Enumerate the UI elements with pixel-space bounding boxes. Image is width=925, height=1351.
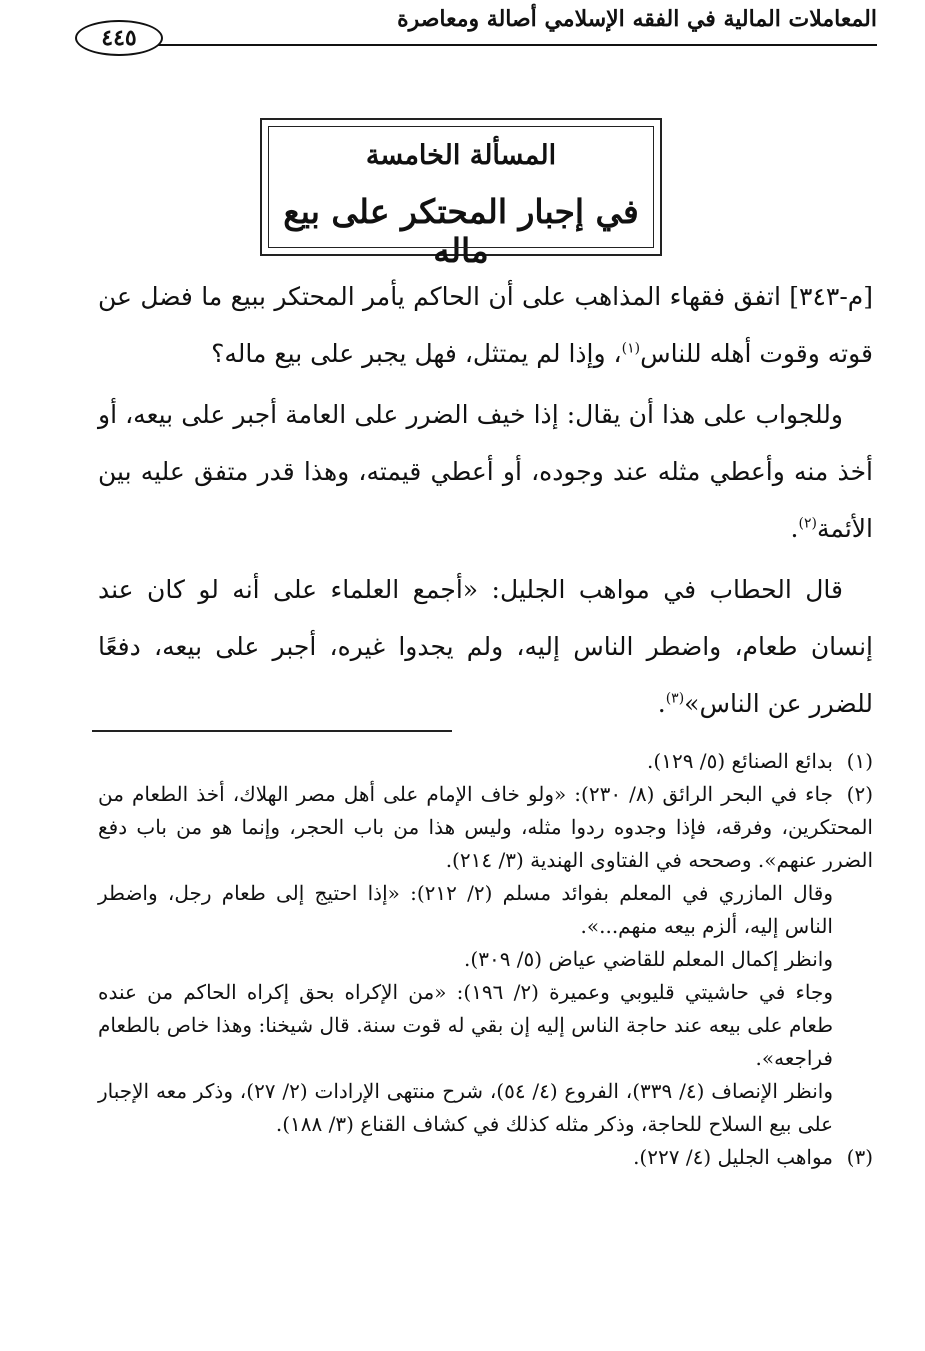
footnotes — [98, 745, 873, 1174]
book-title: المعاملات المالية في الفقه الإسلامي أصالة ومعاصرة — [397, 6, 877, 32]
paragraph-2-tail: . — [790, 514, 799, 543]
page-number: ٤٤٥ — [75, 20, 163, 56]
footnote-text: جاء في البحر الرائق (٨/ ٢٣٠): «ولو خاف الإمام على أهل مصر الهلاك، أخذ الطعام من المحتكرين، وفرقه، فإذا وجدوه ردوا مثله، وليس هذا من باب الحجر، وإنما هو من باب دفع الضرر عنهم». وصححه في الفتاوى الهندية (٣/ ٢١٤). — [98, 782, 873, 872]
footnote-2-continuation: وانظر الإنصاف (٤/ ٣٣٩)، الفروع (٤/ ٥٤)، شرح منتهى الإرادات (٢/ ٢٧)، وذكر معه الإجبار على بيع السلاح للحاجة، وذكر مثله كذلك في كشاف القناع (٣/ ١٨٨). — [98, 1079, 833, 1136]
footnote-number: (٢) — [846, 782, 873, 806]
section-subtitle: في إجبار المحتكر على بيع ماله — [283, 192, 639, 270]
paragraph-2-text: وللجواب على هذا أن يقال: إذا خيف الضرر على العامة أجبر على بيعه، أو أخذ منه وأعطي مثله عند وجوده، أو أعطي قيمته، وهذا قدر متفق عليه بين الأئمة — [98, 400, 873, 543]
body-text — [98, 268, 873, 736]
footnote-number: (٣) — [846, 1145, 873, 1169]
paragraph-1-tail: ، وإذا لم يمتثل، فهل يجبر على بيع ماله؟ — [211, 339, 622, 368]
running-header — [95, 6, 877, 46]
footnote-separator — [92, 730, 452, 732]
paragraph-3 — [98, 561, 873, 732]
footnote-text: مواهب الجليل (٤/ ٢٢٧). — [633, 1145, 833, 1169]
footnote-text: بدائع الصنائع (٥/ ١٢٩). — [647, 749, 833, 773]
section-title: المسألة الخامسة — [365, 140, 557, 171]
footnote-ref-1: (١) — [621, 340, 641, 357]
footnote-2-continuation: وانظر إكمال المعلم للقاضي عياض (٥/ ٣٠٩). — [464, 947, 833, 971]
footnote-number: (١) — [846, 749, 873, 773]
footnote-2 — [98, 778, 873, 877]
paragraph-1-text: [م-٣٤٣] اتفق فقهاء المذاهب على أن الحاكم يأمر المحتكر ببيع ما فضل عن قوته وقوت أهله للناس — [98, 282, 873, 368]
footnote-2-continuation: وقال المازري في المعلم بفوائد مسلم (٢/ ٢١٢): «إذا احتيج إلى طعام رجل، واضطر الناس إليه، ألزم بيعه منهم...». — [98, 881, 834, 938]
paragraph-3-text: قال الحطاب في مواهب الجليل: «أجمع العلماء على أنه لو كان عند إنسان طعام، واضطر الناس إليه، ولم يجدوا غيره، أجبر على بيعه، دفعًا للضرر عن الناس» — [98, 575, 874, 718]
paragraph-3-tail: . — [657, 689, 666, 718]
footnote-3 — [98, 1141, 873, 1174]
footnote-1 — [98, 745, 873, 778]
paragraph-2 — [98, 386, 873, 557]
footnote-ref-3: (٣) — [665, 690, 685, 707]
footnote-ref-2: (٢) — [798, 515, 817, 532]
paragraph-1 — [98, 268, 873, 382]
section-title-frame — [260, 118, 662, 270]
header-rule — [95, 44, 877, 46]
footnote-2-continuation: وجاء في حاشيتي قليوبي وعميرة (٢/ ١٩٦): «من الإكراه بحق إكراه الحاكم من عنده طعام على بيعه عند حاجة الناس إليه إن بقي له قوت سنة. قال شيخنا: وهذا خاص بالطعام فراجعه». — [98, 980, 833, 1070]
